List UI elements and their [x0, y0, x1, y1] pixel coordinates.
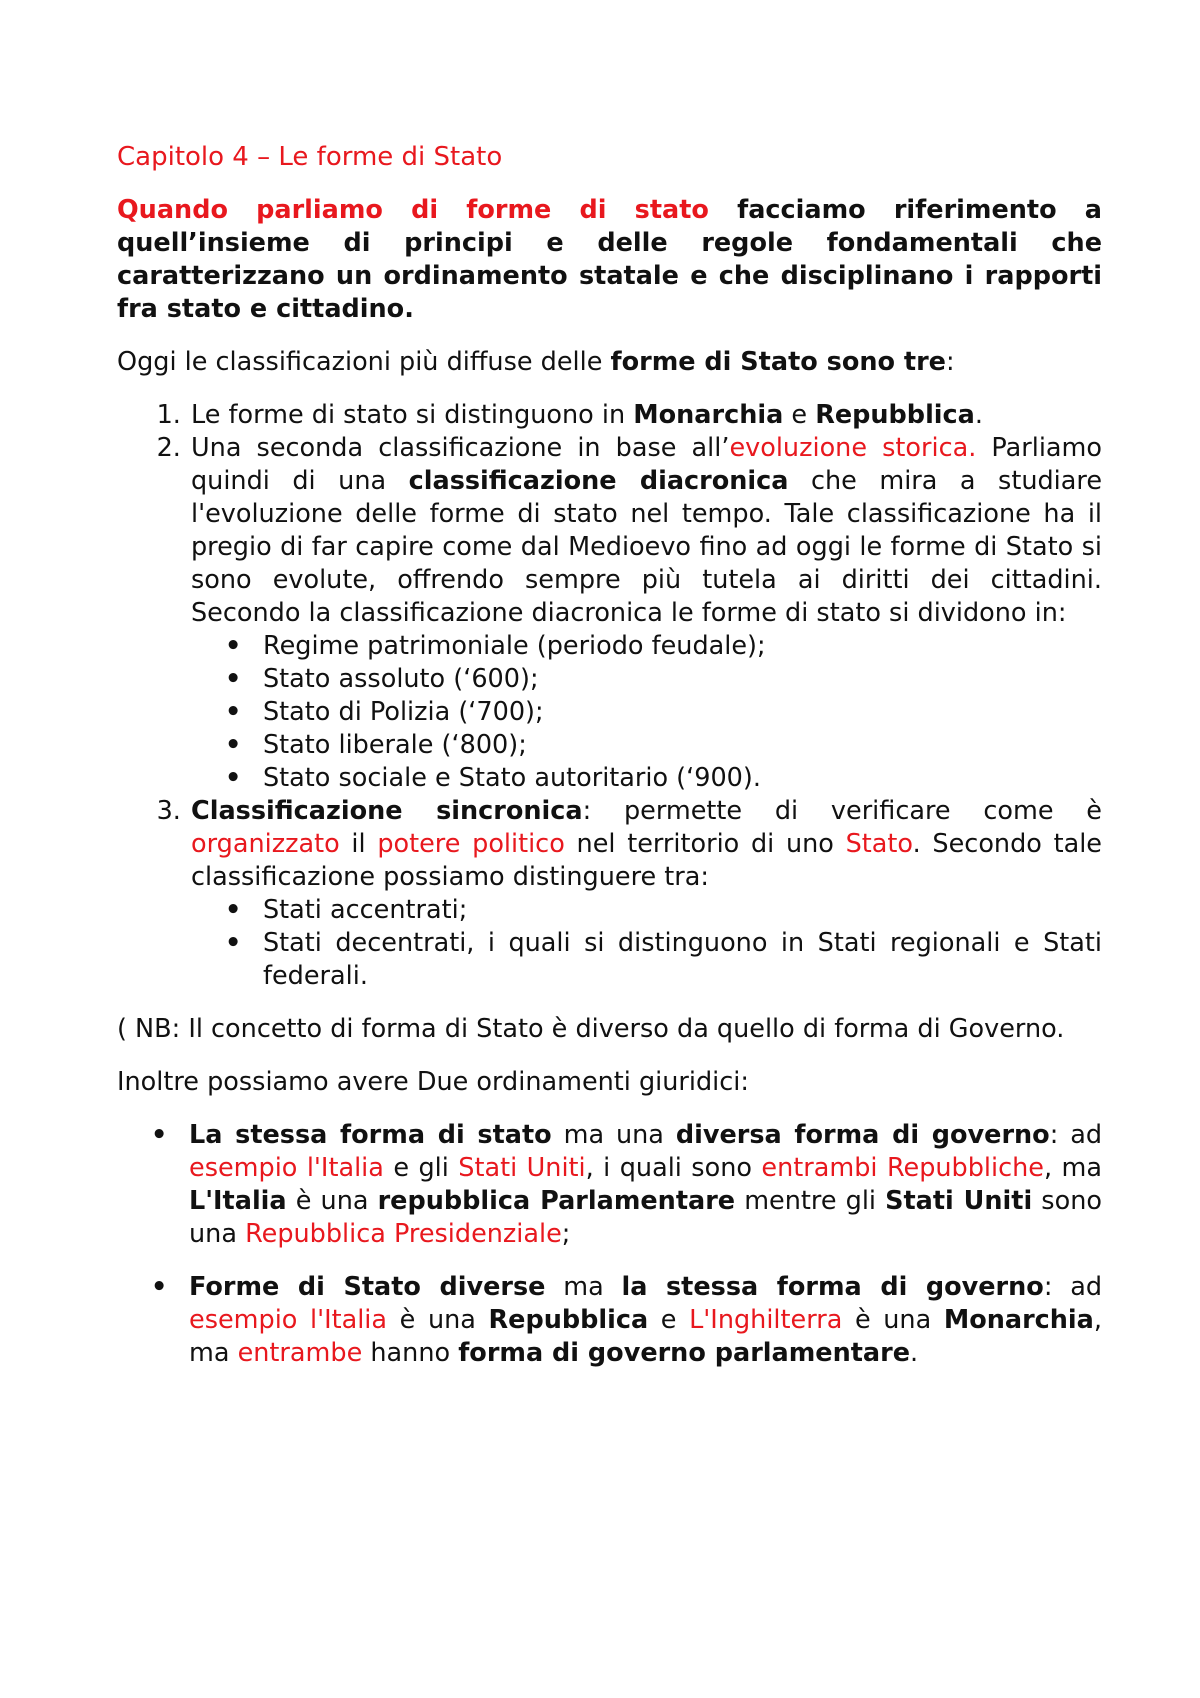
classif-pre: Oggi le classificazioni più diffuse delle: [117, 347, 611, 377]
ex1-t9: ;: [561, 1219, 571, 1249]
sincronica-list: [191, 894, 1102, 993]
ex1-r3: entrambi Repubbliche: [761, 1153, 1044, 1183]
classification-paragraph: [117, 346, 1102, 379]
ex1-t6: è una: [286, 1186, 378, 1216]
list-item: • Stati decentrati, i quali si distinguono in Stati regionali e Stati federali.: [263, 927, 1102, 993]
ex2-t4: e: [648, 1305, 690, 1335]
item1-post: .: [974, 400, 983, 430]
list-item: • Stati accentrati;: [263, 894, 1102, 927]
ex2-t2: : ad: [1043, 1272, 1103, 1302]
ordinamenti-intro: Inoltre possiamo avere Due ordinamenti giuridici:: [117, 1067, 749, 1097]
ex2-t1: ma: [545, 1272, 622, 1302]
list-item: • Stato assoluto (‘600);: [263, 663, 1102, 696]
ex1-r4: Repubblica Presidenziale: [245, 1219, 562, 1249]
ex1-b5: Stati Uniti: [885, 1186, 1033, 1216]
ex1-r1: esempio l'Italia: [189, 1153, 384, 1183]
ex1-b3: L'Italia: [189, 1186, 287, 1216]
item2-evoluzione: evoluzione storica.: [729, 433, 977, 463]
item3-sincronica: Classificazione sincronica: [191, 796, 583, 826]
intro-paragraph: [117, 194, 1102, 326]
list-item: • Stato liberale (‘800);: [263, 729, 1102, 762]
list-item: [189, 399, 1102, 432]
list-item: [189, 1271, 1102, 1370]
item1-repubblica: Repubblica: [815, 400, 975, 430]
ex1-b2: diversa forma di governo: [675, 1120, 1050, 1150]
ex2-b1: Forme di Stato diverse: [189, 1272, 546, 1302]
classification-list: [117, 399, 1102, 993]
item2-t1: Parliamo quindi di una: [191, 433, 1103, 496]
ex2-b2: la stessa forma di governo: [621, 1272, 1044, 1302]
ex2-r2: L'Inghilterra: [689, 1305, 843, 1335]
item3-text: [191, 795, 1102, 894]
list-item: [189, 1119, 1102, 1251]
ex2-t7: hanno: [362, 1338, 459, 1368]
item3-t1: : permette di verificare come è: [582, 796, 1102, 826]
ex1-r2: Stati Uniti: [458, 1153, 586, 1183]
item1-monarchia: Monarchia: [633, 400, 784, 430]
ex2-b5: forma di governo parlamentare: [458, 1338, 911, 1368]
ex2-t6: , ma: [189, 1305, 1102, 1368]
item3-t3: nel territorio di uno: [564, 829, 846, 859]
item3-organizzato: organizzato: [191, 829, 340, 859]
ex1-b1: La stessa forma di stato: [189, 1120, 552, 1150]
intro-rest: facciamo riferimento a quell’insieme di principi e delle regole fondamentali che caratterizzano un ordinamento statale e che disciplinano i rapporti fra stato e cittadino.: [117, 195, 1102, 324]
ex2-b3: Repubblica: [488, 1305, 649, 1335]
classif-bold: forme di Stato sono tre: [610, 347, 946, 377]
diacronica-list: [191, 630, 1102, 795]
classif-post: :: [945, 347, 955, 377]
item3-t2: il: [339, 829, 378, 859]
list-item: • Regime patrimoniale (periodo feudale);: [263, 630, 1102, 663]
ex2-b4: Monarchia: [943, 1305, 1094, 1335]
item2-pre: Una seconda classificazione in base all’: [191, 433, 730, 463]
document-page: [117, 140, 1102, 1390]
item1-pre: Le forme di stato si distinguono in: [191, 400, 634, 430]
nb-note: ( NB: Il concetto di forma di Stato è diverso da quello di forma di Governo.: [117, 1014, 1065, 1044]
ex1-t1: ma una: [551, 1120, 676, 1150]
item2-t2: che mira a studiare l'evoluzione delle forme di stato nel tempo. Tale classificazione ha il pregio di far capire come dal Medioevo fino ad oggi le forme di Stato si sono evolute, offrendo sempre più tutela ai diritti dei cittadini. Secondo la classificazione diacronica le forme di stato si dividono in:: [191, 466, 1103, 628]
ex2-t3: è una: [387, 1305, 489, 1335]
ex2-r1: esempio l'Italia: [189, 1305, 388, 1335]
ex1-t8: sono una: [189, 1186, 1102, 1249]
item2-diacronica: classificazione diacronica: [408, 466, 789, 496]
item3-t4: . Secondo tale classificazione possiamo distinguere tra:: [191, 829, 1102, 892]
ex1-b4: repubblica Parlamentare: [377, 1186, 736, 1216]
ex2-t8: .: [910, 1338, 919, 1368]
list-item: • Stato sociale e Stato autoritario (‘900).: [263, 762, 1102, 795]
item2-text: [191, 432, 1102, 630]
chapter-title: Capitolo 4 – Le forme di Stato: [117, 142, 503, 172]
ex2-t5: è una: [842, 1305, 944, 1335]
ex1-t7: mentre gli: [735, 1186, 886, 1216]
item1-mid: e: [783, 400, 816, 430]
intro-lead: Quando parliamo di forme di stato: [117, 195, 709, 225]
list-item: [189, 432, 1102, 795]
ex1-t3: e gli: [383, 1153, 459, 1183]
ordinamenti-list: [117, 1119, 1102, 1370]
ex1-t4: , i quali sono: [585, 1153, 762, 1183]
item3-stato: Stato: [845, 829, 913, 859]
list-item: [189, 795, 1102, 993]
ex1-t2: : ad: [1049, 1120, 1103, 1150]
item3-potere: potere politico: [377, 829, 565, 859]
ex2-r3: entrambe: [237, 1338, 363, 1368]
list-item: • Stato di Polizia (‘700);: [263, 696, 1102, 729]
ex1-t5: , ma: [1043, 1153, 1102, 1183]
